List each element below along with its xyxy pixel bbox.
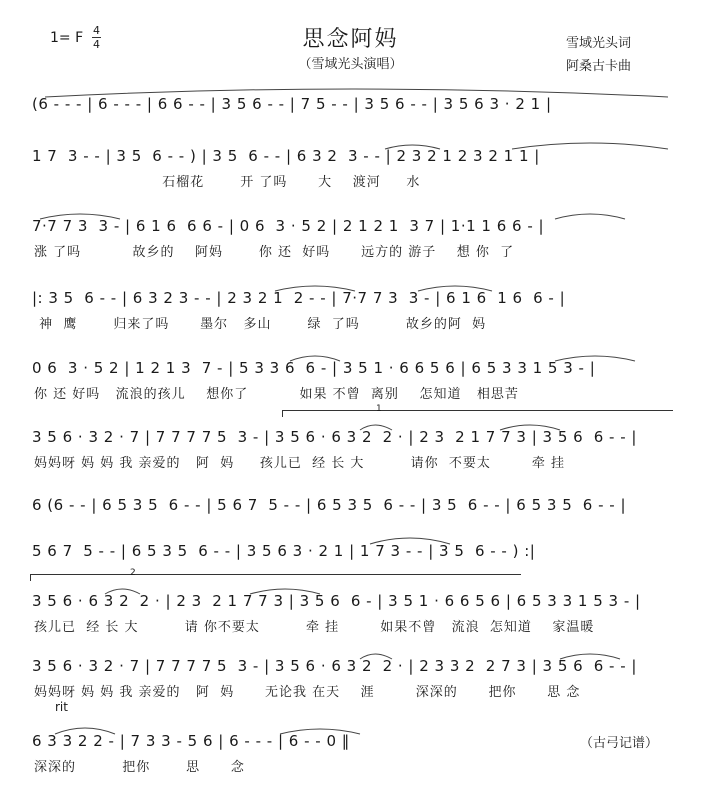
lyrics: 妈妈呀 妈 妈 我 亲爱的 阿 妈 孩儿已 经 长 大 请你 不要太 牵 挂 — [34, 456, 566, 471]
lyrics: 神 鹰 归来了吗 墨尔 多山 绿 了吗 故乡的阿 妈 — [34, 317, 487, 332]
volta-1-number: 1 — [376, 404, 382, 414]
ritardando-marking: rit — [55, 700, 68, 714]
notation: 3 5 6 · 6 3 2 2 · | 2 3 2 1 7 7 3 | 3 5 6 6 - | 3 5 1 · 6 6 5 6 | 6 5 3 3 1 5 3 - | — [32, 592, 641, 610]
score-line-2 — [0, 147, 701, 207]
composer-credit: 阿桑古卡曲 — [566, 59, 632, 74]
lyrics: 涨 了吗 故乡的 阿妈 你 还 好吗 远方的 游子 想 你 了 — [34, 245, 515, 260]
score-line-10 — [0, 657, 701, 717]
volta-1-bracket — [282, 410, 673, 417]
lyrics: 石榴花 开 了吗 大 渡河 水 — [34, 175, 421, 190]
lyrics: 妈妈呀 妈 妈 我 亲爱的 阿 妈 无论我 在天 涯 深深的 把你 思 念 — [34, 685, 581, 700]
notation: 6 (6 - - | 6 5 3 5 6 - - | 5 6 7 5 - - | 6 5 3 5 6 - - | 3 5 6 - - | 6 5 3 5 6 - - | — [32, 496, 626, 514]
notation: 5 6 7 5 - - | 6 5 3 5 6 - - | 3 5 6 3 · 2 1 | 1 7 3 - - | 3 5 6 - - ) :| — [32, 542, 536, 560]
notation: 0 6 3 · 5 2 | 1 2 1 3 7 - | 5 3 3 6 6 - | 3 5 1 · 6 6 5 6 | 6 5 3 3 1 5 3 - | — [32, 359, 596, 377]
score-line-3 — [0, 217, 701, 277]
notation: 3 5 6 · 3 2 · 7 | 7 7 7 7 5 3 - | 3 5 6 · 6 3 2 2 · | 2 3 2 1 7 7 3 | 3 5 6 6 - - | — [32, 428, 637, 446]
lyrics: 你 还 好吗 流浪的孩儿 想你了 如果 不曾 离别 怎知道 相思苦 — [34, 387, 519, 402]
song-title: 思念阿妈 — [302, 27, 399, 52]
notation: 6 3 3 2 2 - | 7 3 3 - 5 6 | 6 - - - | 6 - - 0 ‖ — [32, 732, 350, 750]
lyrics: 孩儿已 经 长 大 请 你不要太 牵 挂 如果不曾 流浪 怎知道 家温暖 — [34, 620, 595, 635]
notation: 1 7 3 - - | 3 5 6 - - ) | 3 5 6 - - | 6 3 2 3 - - | 2 3 2 1 2 3 2 1 1 | — [32, 147, 540, 165]
score-line-4 — [0, 289, 701, 349]
key-signature: 1= F — [50, 30, 84, 46]
notation: (6 - - - | 6 - - - | 6 6 - - | 3 5 6 - - | 7 5 - - | 3 5 6 - - | 3 5 6 3 · 2 1 | — [32, 95, 552, 113]
notation: |: 3 5 6 - - | 6 3 2 3 - - | 2 3 2 1 2 - - | 7·7 7 3 3 - | 6 1 6 1 6 6 - | — [32, 289, 566, 307]
time-signature-bottom: 4 — [93, 38, 100, 51]
song-subtitle: （雪域光头演唱） — [298, 57, 403, 72]
volta-2-bracket — [30, 574, 521, 581]
lyrics: 深深的 把你 思 念 — [34, 760, 245, 775]
notation: 7·7 7 3 3 - | 6 1 6 6 6 - | 0 6 3 · 5 2 | 2 1 2 1 3 7 | 1·1 1 6 6 - | — [32, 217, 545, 235]
volta-2-number: 2 — [130, 568, 136, 578]
score-line-6 — [0, 428, 701, 488]
score-line-9 — [0, 592, 701, 652]
time-signature-top: 4 — [93, 24, 100, 37]
lyricist-credit: 雪域光头词 — [566, 36, 632, 51]
transcriber-credit: （古弓记谱） — [580, 736, 659, 751]
notation: 3 5 6 · 3 2 · 7 | 7 7 7 7 5 3 - | 3 5 6 · 6 3 2 2 · | 2 3 3 2 2 7 3 | 3 5 6 6 - - | — [32, 657, 637, 675]
